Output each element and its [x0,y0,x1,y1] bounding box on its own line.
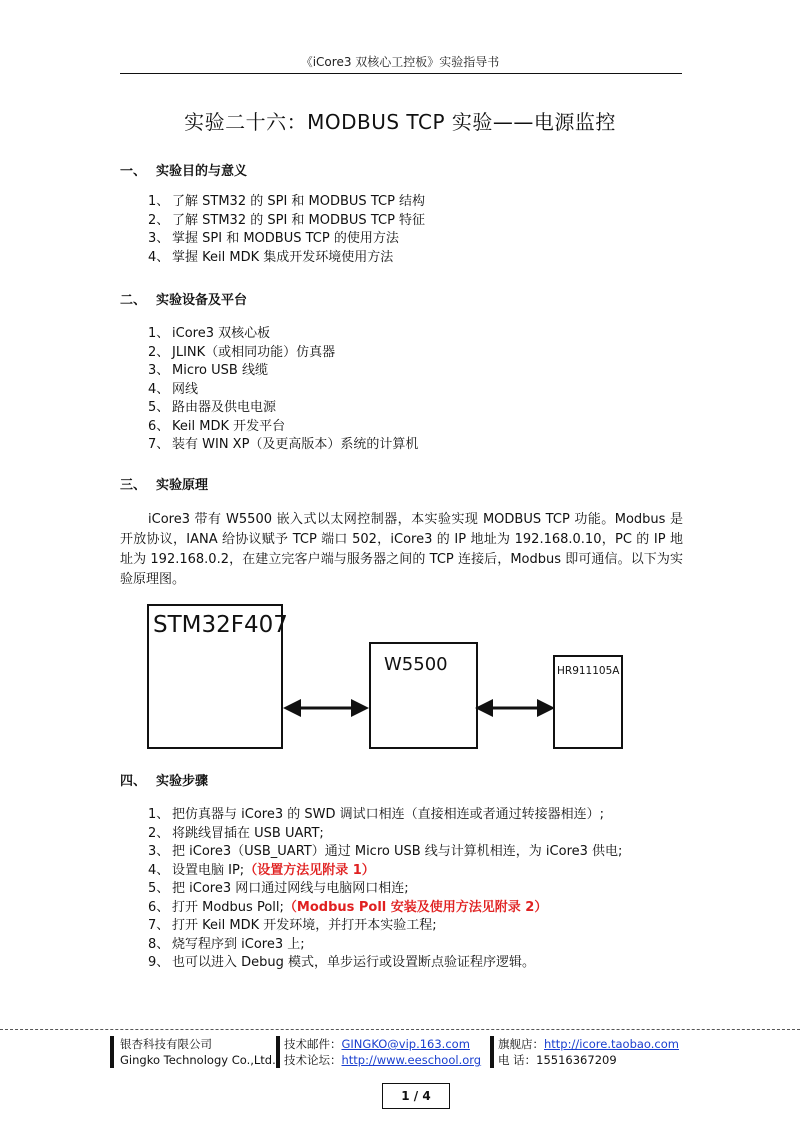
page-number: 1 / 4 [382,1083,450,1109]
section-heading-principle: 三、 实验原理 [120,478,209,493]
running-header: 《iCore3 双核心工控板》实验指导书 [300,55,500,69]
section-heading-equipment: 二、 实验设备及平台 [120,293,248,308]
footer-rule [0,1029,800,1030]
footer-contact: 技术邮件：GINGKO@vip.163.com 技术论坛：http://www.eeschool.org [284,1037,482,1067]
list-item: 1、 了解 STM32 的 SPI 和 MODBUS TCP 结构 [148,194,426,209]
section-heading-steps: 四、 实验步骤 [120,774,209,789]
list-item: 5、 把 iCore3 网口通过网线与电脑网口相连; [148,881,409,896]
list-item: 4、 设置电脑 IP;（设置方法见附录 1） [148,862,375,878]
list-item: 6、 打开 Modbus Poll;（Modbus Poll 安装及使用方法见附录 2） [148,899,548,915]
equipment-list [148,325,418,455]
list-item: 6、 Keil MDK 开发平台 [148,418,286,434]
list-item: 8、 烧写程序到 iCore3 上; [148,936,305,952]
footer-bar [276,1036,280,1068]
list-item: 1、 把仿真器与 iCore3 的 SWD 调试口相连（直接相连或者通过转接器相连）; [148,807,604,822]
list-item: 4、 网线 [148,381,199,397]
forum-link[interactable]: http://www.eeschool.org [341,1053,482,1067]
list-item: 2、 JLINK（或相同功能）仿真器 [148,344,336,360]
footer-bar [490,1036,494,1068]
stm32-label: STM32F407 [153,612,288,638]
w5500-label: W5500 [384,654,448,675]
phone-number: 15516367209 [536,1053,617,1067]
list-item: 5、 路由器及供电电源 [148,400,277,415]
list-item: 7、 打开 Keil MDK 开发环境，并打开本实验工程; [148,918,437,933]
list-item: 2、 将跳线冒插在 USB UART; [148,825,324,841]
principle-diagram [140,598,640,758]
principle-paragraph: iCore3 带有 W5500 嵌入式以太网控制器，本实验实现 MODBUS TCP 功能。Modbus 是开放协议，IANA 给协议赋予 TCP 端口 502，iCore3 的 IP 地址为 192.168.0.10，PC 的 IP 地址为 192.168.0.2，在建立完客户端与服务器之间的 TCP 连接后，Modbus 即可通信。以下为实验原理图。 [120,512,683,587]
purpose-list [148,193,425,267]
footer-shop: 旗舰店：http://icore.taobao.com 电 话：15516367209 [498,1037,679,1067]
email-link[interactable]: GINGKO@vip.163.com [341,1037,470,1051]
document-title: 实验二十六：MODBUS TCP 实验——电源监控 [184,110,616,134]
shop-link[interactable]: http://icore.taobao.com [544,1037,679,1051]
list-item: 3、 把 iCore3（USB_UART）通过 Micro USB 线与计算机相连，为 iCore3 供电; [148,844,623,859]
list-item: 3、 掌握 SPI 和 MODBUS TCP 的使用方法 [148,231,399,246]
list-item: 3、 Micro USB 线缆 [148,363,268,378]
list-item: 4、 掌握 Keil MDK 集成开发环境使用方法 [148,249,394,265]
header-rule [120,73,682,74]
list-item: 9、 也可以进入 Debug 模式，单步运行或设置断点验证程序逻辑。 [148,955,536,970]
steps-list [148,806,622,973]
list-item: 7、 装有 WIN XP（及更高版本）系统的计算机 [148,437,419,452]
list-item: 1、 iCore3 双核心板 [148,326,271,341]
section-heading-purpose: 一、 实验目的与意义 [120,164,248,179]
list-item: 2、 了解 STM32 的 SPI 和 MODBUS TCP 特征 [148,212,426,228]
footer-company: 银杏科技有限公司 Gingko Technology Co.,Ltd. [120,1037,276,1067]
hr911105a-label: HR911105A [557,665,620,677]
footer-bar [110,1036,114,1068]
